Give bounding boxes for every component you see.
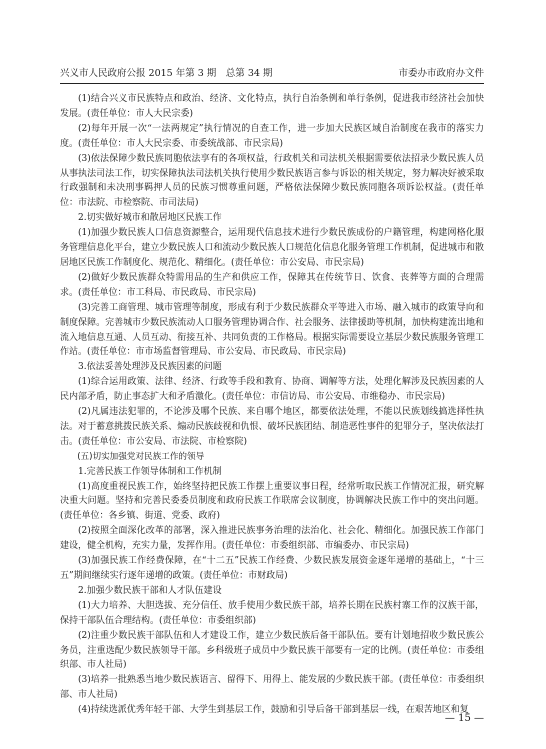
section-heading: (五)切实加强党对民族工作的领导	[77, 451, 205, 462]
page-header	[60, 65, 484, 84]
subheading: 2.切实做好城市和散居地区民族工作	[78, 213, 222, 224]
paragraph: (3)加强民族工作经费保障，在“十二五”民族工作经费、少数民族发展资金逐年递增的基础上，“十三五”期间继续实行逐年递增的政策。(责任单位：市财政局)	[60, 556, 484, 581]
header-publication-title: 兴义市人民政府公报 2015 年第 3 期 总第 34 期	[60, 68, 273, 79]
paragraph: (2)按照全面深化改革的部署，深入推进民族事务治理的法治化、社会化、精细化。加强民族工作部门建设，健全机构，充实力量，发挥作用。(责任单位：市委组织部、市编委办、市民宗局)	[60, 526, 484, 552]
subheading: 3.依法妥善处理涉及民族因素的问题	[78, 362, 222, 373]
paragraph: (3)完善工商管理、城市管理等制度，形成有利于少数民族群众平等进入市场、融入城市的政策导向和制度保障。完善城市少数民族流动人口服务管理协调合作、社会服务、法律援助等机制，加快构建流出地和流入地信息互通、人员互动、衔接互补、共同负责的工作格局。根据实际需要设立基层少数民族服务管理工作站。(责任单位：市市场监督管理局、市公安局、市民政局、市民宗局)	[60, 302, 484, 358]
paragraph: (2)注重少数民族干部队伍和人才建设工作，建立少数民族后备干部队伍。要有计划地招收少数民族公务员，注重选配少数民族领导干部。乡科级班子成员中少数民族干部要有一定的比例。(责任单位：市委组织部、市人社局)	[60, 630, 484, 671]
paragraph: (2)每年开展一次“一法两规定”执行情况的自查工作，进一步加大民族区域自治制度在我市的落实力度。(责任单位：市人大民宗委、市委统战部、市民宗局)	[60, 123, 484, 149]
paragraph: (1)高度重视民族工作，始终坚持把民族工作摆上重要议事日程，经常听取民族工作情况汇报，研究解决重大问题。坚持和完善民委委员制度和政府民族工作联席会议制度，协调解决民族工作中的突出问题。(责任单位：各乡镇、街道、党委、政府)	[60, 481, 484, 522]
paragraph: (1)大力培养、大胆选拔、充分信任、放手使用少数民族干部，培养长期在民族村寨工作的汉族干部，保持干部队伍合理结构。(责任单位：市委组织部)	[60, 600, 484, 626]
subheading: 2.加强少数民族干部和人才队伍建设	[78, 585, 222, 596]
paragraph: (1)结合兴义市民族特点和政治、经济、文化特点，执行自治条例和单行条例，促进我市经济社会加快发展。(责任单位：市人大民宗委)	[60, 94, 484, 119]
header-section-label: 市委办市政府办文件	[398, 68, 484, 79]
paragraph: (4)持续选派优秀年轻干部、大学生到基层工作，鼓励和引导后备干部到基层一线，在艰苦地区和复	[78, 705, 469, 716]
paragraph: (2)凡属违法犯罪的，不论涉及哪个民族、来自哪个地区，都要依法处理，不能以民族划线搞选择性执法。对于蓄意挑拨民族关系、煽动民族歧视和仇恨、破坏民族团结、制造恶性事件的犯罪分子，坚决依法打击。(责任单位：市公安局、市法院、市检察院)	[60, 407, 484, 447]
document-body	[60, 92, 484, 718]
page-number: — 15 —	[444, 713, 484, 724]
paragraph: (3)培养一批熟悉当地少数民族语言、留得下、用得上、能发展的少数民族干部。(责任单位：市委组织部、市人社局)	[60, 675, 484, 701]
paragraph: (1)综合运用政策、法律、经济、行政等手段和教育、协商、调解等方法，处理化解涉及民族因素的人民内部矛盾，防止事态扩大和矛盾激化。(责任单位：市信访局、市公安局、市维稳办、市民宗局)	[60, 377, 484, 403]
paragraph: (2)做好少数民族群众特需用品的生产和供应工作，保障其在传统节日、饮食、丧葬等方面的合理需求。(责任单位：市工科局、市民政局、市民宗局)	[60, 272, 484, 298]
paragraph: (1)加强少数民族人口信息资源整合，运用现代信息技术进行少数民族成份的户籍管理，构建网格化服务管理信息化平台，建立少数民族人口和流动少数民族人口规范化信息化服务管理工作机制，促进城市和散居地区民族工作制度化、规范化、精细化。(责任单位：市公安局、市民宗局)	[60, 228, 484, 268]
subheading: 1.完善民族工作领导体制和工作机制	[78, 466, 222, 477]
paragraph: (3)依法保障少数民族同胞依法享有的各项权益，行政机关和司法机关根据需要依法招录少数民族人员从事执法司法工作，切实保障执法司法机关执行使用少数民族语言参与诉讼的相关规定，努力解决好被采取行政强制和未决刑事羁押人员的民族习惯尊重问题，严格依法保障少数民族同胞各项诉讼权益。(责任单位：市法院、市检察院、市司法局)	[60, 153, 484, 209]
